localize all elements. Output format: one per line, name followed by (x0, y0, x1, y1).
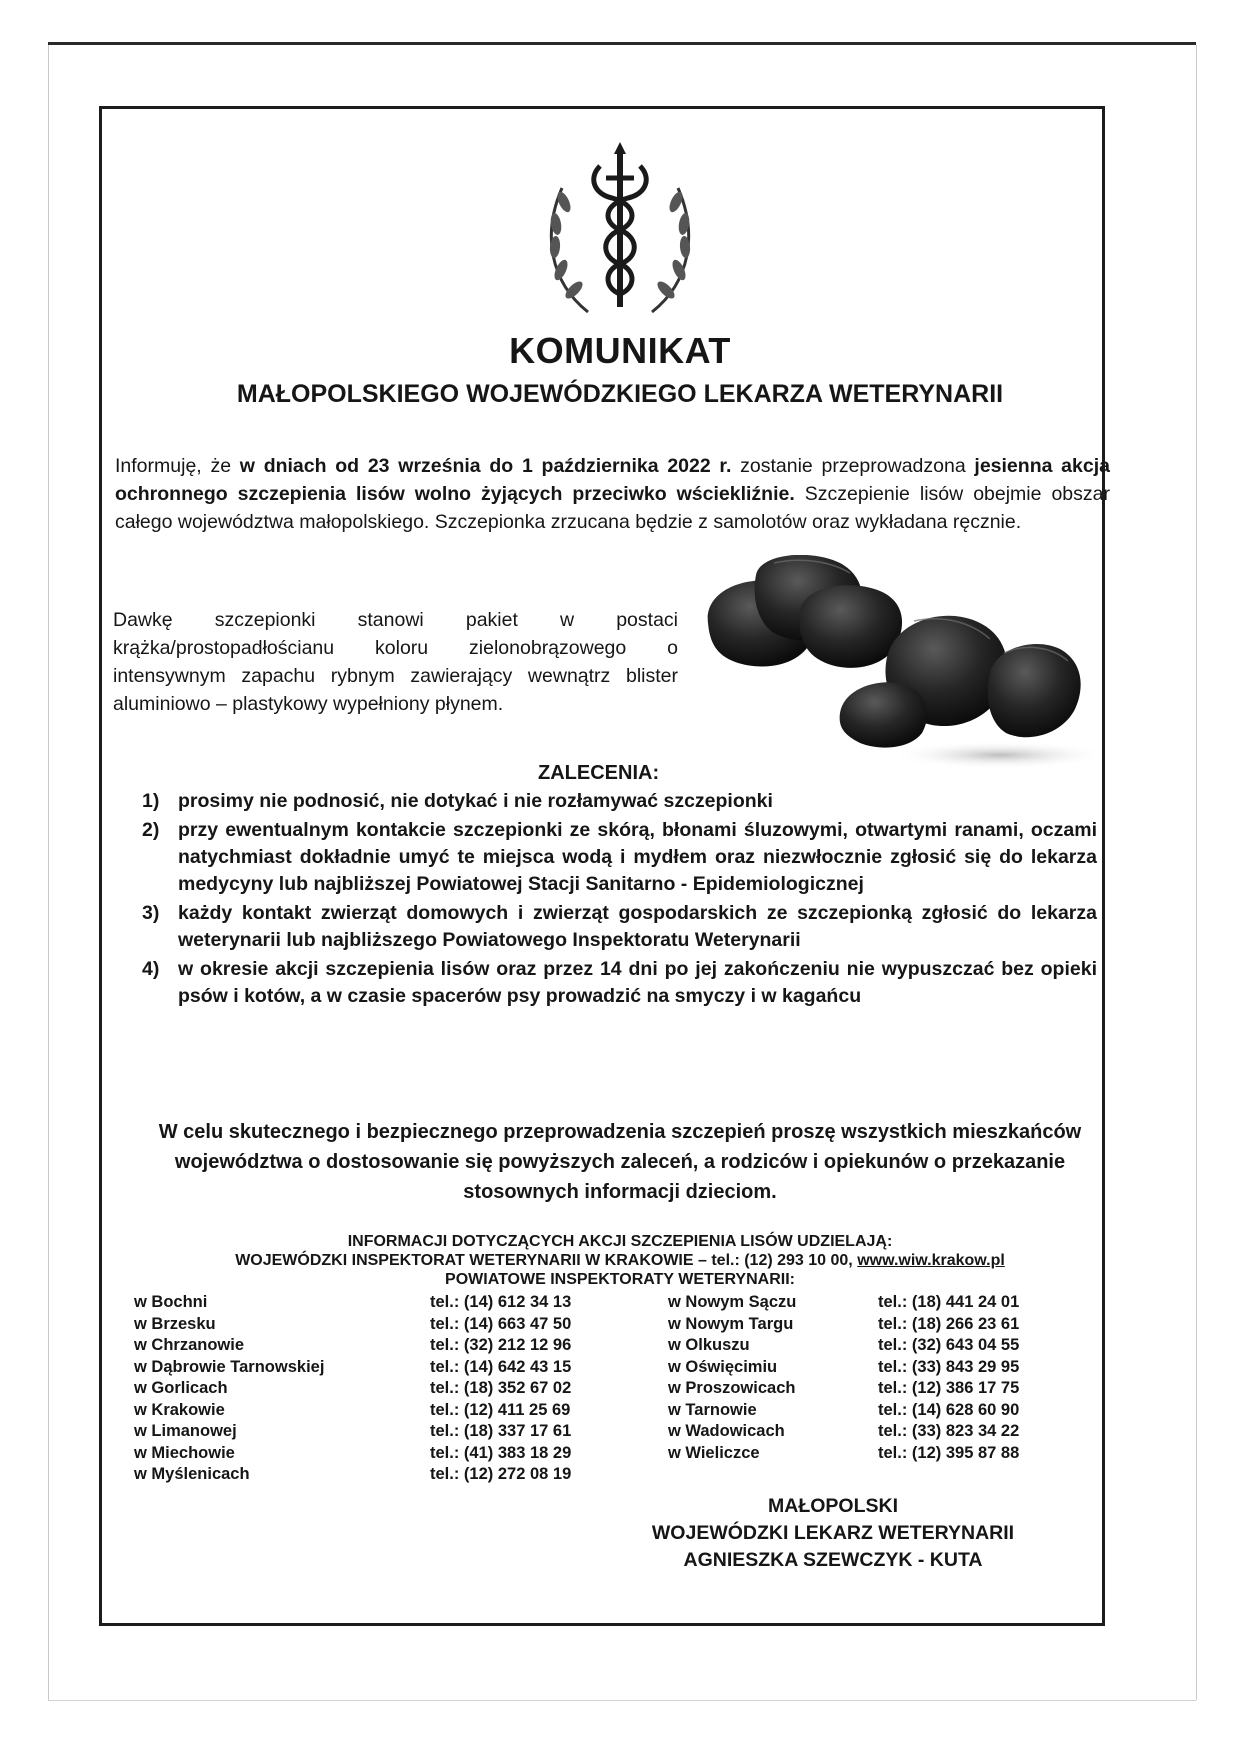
intro-paragraph (115, 452, 1110, 536)
office-phone: tel.: (14) 663 47 50 (430, 1314, 572, 1333)
caduceus-sword-laurel-emblem-icon (528, 142, 712, 324)
recommendation-text: w okresie akcji szczepienia lisów oraz przez 14 dni po jej zakończeniu nie wypuszczać bez opieki psów i kotów, a w czasie spacerów psy prowadzić na smyczy i w kagańcu (178, 958, 1097, 1007)
campaign-dates: w dniach od 23 września do 1 października 2022 r. (239, 455, 732, 477)
office-place: w Krakowie (134, 1400, 225, 1419)
recommendation-number: 2) (142, 819, 160, 841)
office-place: w Wieliczce (668, 1443, 760, 1462)
main-office-phone: WOJEWÓDZKI INSPEKTORAT WETERYNARII W KRAKOWIE – tel.: (12) 293 10 00, (235, 1252, 858, 1269)
office-phone: tel.: (18) 266 23 61 (878, 1314, 1020, 1333)
scan-edge-top (48, 42, 1196, 45)
intro-text: zostanie przeprowadzona (731, 455, 975, 477)
main-office-line (130, 1251, 1110, 1270)
office-place: w Gorlicach (134, 1379, 228, 1397)
office-row (668, 1335, 1019, 1357)
office-phone: tel.: (33) 823 34 22 (878, 1422, 1020, 1440)
office-row (668, 1400, 1019, 1422)
recommendation-text: prosimy nie podnosić, nie dotykać i nie rozłamywać szczepionki (178, 790, 773, 812)
office-phone: tel.: (12) 386 17 75 (878, 1379, 1020, 1397)
office-place: w Tarnowie (668, 1400, 757, 1419)
office-phone: tel.: (41) 383 18 29 (430, 1443, 572, 1462)
vaccine-bait-pellets-image (700, 555, 1100, 770)
office-row (134, 1292, 571, 1314)
office-place: w Dąbrowie Tarnowskiej (134, 1357, 325, 1376)
recommendation-text: przy ewentualnym kontakcie szczepionki ze skórą, błonami śluzowymi, otwartymi ranami, oczami natychmiast dokładnie umyć te miejsca wodą i mydłem oraz niezwłocznie zgłosić się do lekarza medycyny lub najbliższej Powiatowej Stacji Sanitarno - Epidemiologicznej (178, 819, 1097, 895)
office-place: w Oświęcimiu (668, 1357, 778, 1376)
county-offices-left (134, 1292, 571, 1486)
recommendation-item (142, 817, 1097, 898)
county-offices-heading: POWIATOWE INSPEKTORATY WETERYNARII: (445, 1271, 795, 1288)
office-row (134, 1421, 571, 1443)
office-place: w Miechowie (134, 1443, 235, 1462)
office-row (668, 1357, 1019, 1379)
recommendation-text: każdy kontakt zwierząt domowych i zwierząt gospodarskich ze szczepionką zgłosić do lekarza weterynarii lub najbliższego Powiatowego Inspektoratu Weterynarii (178, 902, 1097, 951)
intro-text: Szczepienie lisów obejmie obszar całego województwa małopolskiego. Szczepionka zrzucana będzie z samolotów oraz wykładana ręcznie. (115, 483, 1110, 533)
office-phone: tel.: (12) 272 08 19 (430, 1465, 572, 1483)
recommendations-list (142, 788, 1097, 1012)
contact-section (130, 1232, 1110, 1289)
office-row (668, 1378, 1019, 1400)
office-phone: tel.: (18) 352 67 02 (430, 1379, 572, 1397)
office-row (134, 1400, 571, 1422)
office-row (134, 1443, 571, 1465)
office-place: w Brzesku (134, 1314, 216, 1333)
office-place: w Nowym Sączu (668, 1293, 797, 1311)
county-offices-right (668, 1292, 1019, 1464)
recommendation-number: 4) (142, 958, 160, 980)
office-row (134, 1314, 571, 1336)
office-phone: tel.: (18) 337 17 61 (430, 1422, 572, 1440)
office-place: w Myślenicach (134, 1465, 250, 1483)
intro-text: Informuję, że (115, 455, 240, 477)
recommendations-heading: ZALECENIA: (538, 762, 660, 784)
office-place: w Chrzanowie (134, 1336, 245, 1354)
office-phone: tel.: (14) 642 43 15 (430, 1357, 572, 1376)
website-link[interactable]: www.wiw.krakow.pl (857, 1252, 1005, 1269)
signature-block (598, 1493, 1068, 1574)
office-row (668, 1314, 1019, 1336)
signature-name: AGNIESZKA SZEWCZYK - KUTA (683, 1549, 983, 1571)
office-phone: tel.: (32) 212 12 96 (430, 1336, 572, 1354)
office-row (134, 1335, 571, 1357)
page-subtitle: MAŁOPOLSKIEGO WOJEWÓDZKIEGO LEKARZA WETERYNARII (236, 380, 1004, 408)
office-row (134, 1357, 571, 1379)
recommendation-item (142, 900, 1097, 954)
dose-description: Dawkę szczepionki stanowi pakiet w postaci krążka/prostopadłościanu koloru zielonobrązowego o intensywnym zapachu rybnym zawierający wewnątrz blister aluminiowo – plastykowy wypełniony płynem. (113, 609, 678, 715)
office-row (668, 1292, 1019, 1314)
page-title: KOMUNIKAT (509, 330, 731, 371)
signature-line: WOJEWÓDZKI LEKARZ WETERYNARII (651, 1522, 1015, 1544)
office-place: w Limanowej (134, 1422, 237, 1440)
office-place: w Bochni (134, 1293, 208, 1311)
recommendation-item (142, 788, 1097, 815)
recommendation-item (142, 956, 1097, 1010)
office-phone: tel.: (14) 612 34 13 (430, 1293, 572, 1311)
office-row (134, 1464, 571, 1486)
scan-edge-left (48, 45, 49, 1700)
office-place: w Wadowicach (668, 1422, 785, 1440)
office-phone: tel.: (12) 395 87 88 (878, 1443, 1020, 1462)
scan-edge-right (1196, 45, 1197, 1700)
office-phone: tel.: (14) 628 60 90 (878, 1400, 1020, 1419)
office-phone: tel.: (33) 843 29 95 (878, 1357, 1020, 1376)
appeal-paragraph: W celu skutecznego i bezpiecznego przeprowadzenia szczepień proszę wszystkich mieszkańców województwa o dostosowanie się powyższych zaleceń, a rodziców i opiekunów o przekazanie stosownych informacji dzieciom. (158, 1121, 1082, 1203)
office-phone: tel.: (12) 411 25 69 (430, 1400, 571, 1419)
office-row (134, 1378, 571, 1400)
scan-edge-bottom (48, 1700, 1196, 1701)
office-row (668, 1443, 1019, 1465)
office-phone: tel.: (32) 643 04 55 (878, 1336, 1020, 1354)
office-phone: tel.: (18) 441 24 01 (878, 1293, 1020, 1311)
office-row (668, 1421, 1019, 1443)
contact-heading: INFORMACJI DOTYCZĄCYCH AKCJI SZCZEPIENIA LISÓW UDZIELAJĄ: (347, 1233, 893, 1250)
office-place: w Nowym Targu (668, 1314, 794, 1333)
recommendation-number: 1) (142, 790, 160, 812)
signature-line: MAŁOPOLSKI (768, 1495, 898, 1517)
office-place: w Olkuszu (668, 1336, 750, 1354)
office-place: w Proszowicach (668, 1379, 796, 1397)
recommendation-number: 3) (142, 902, 160, 924)
campaign-description: jesienna akcja ochronnego szczepienia lisów wolno żyjących przeciwko wściekliźnie. (115, 455, 1110, 505)
